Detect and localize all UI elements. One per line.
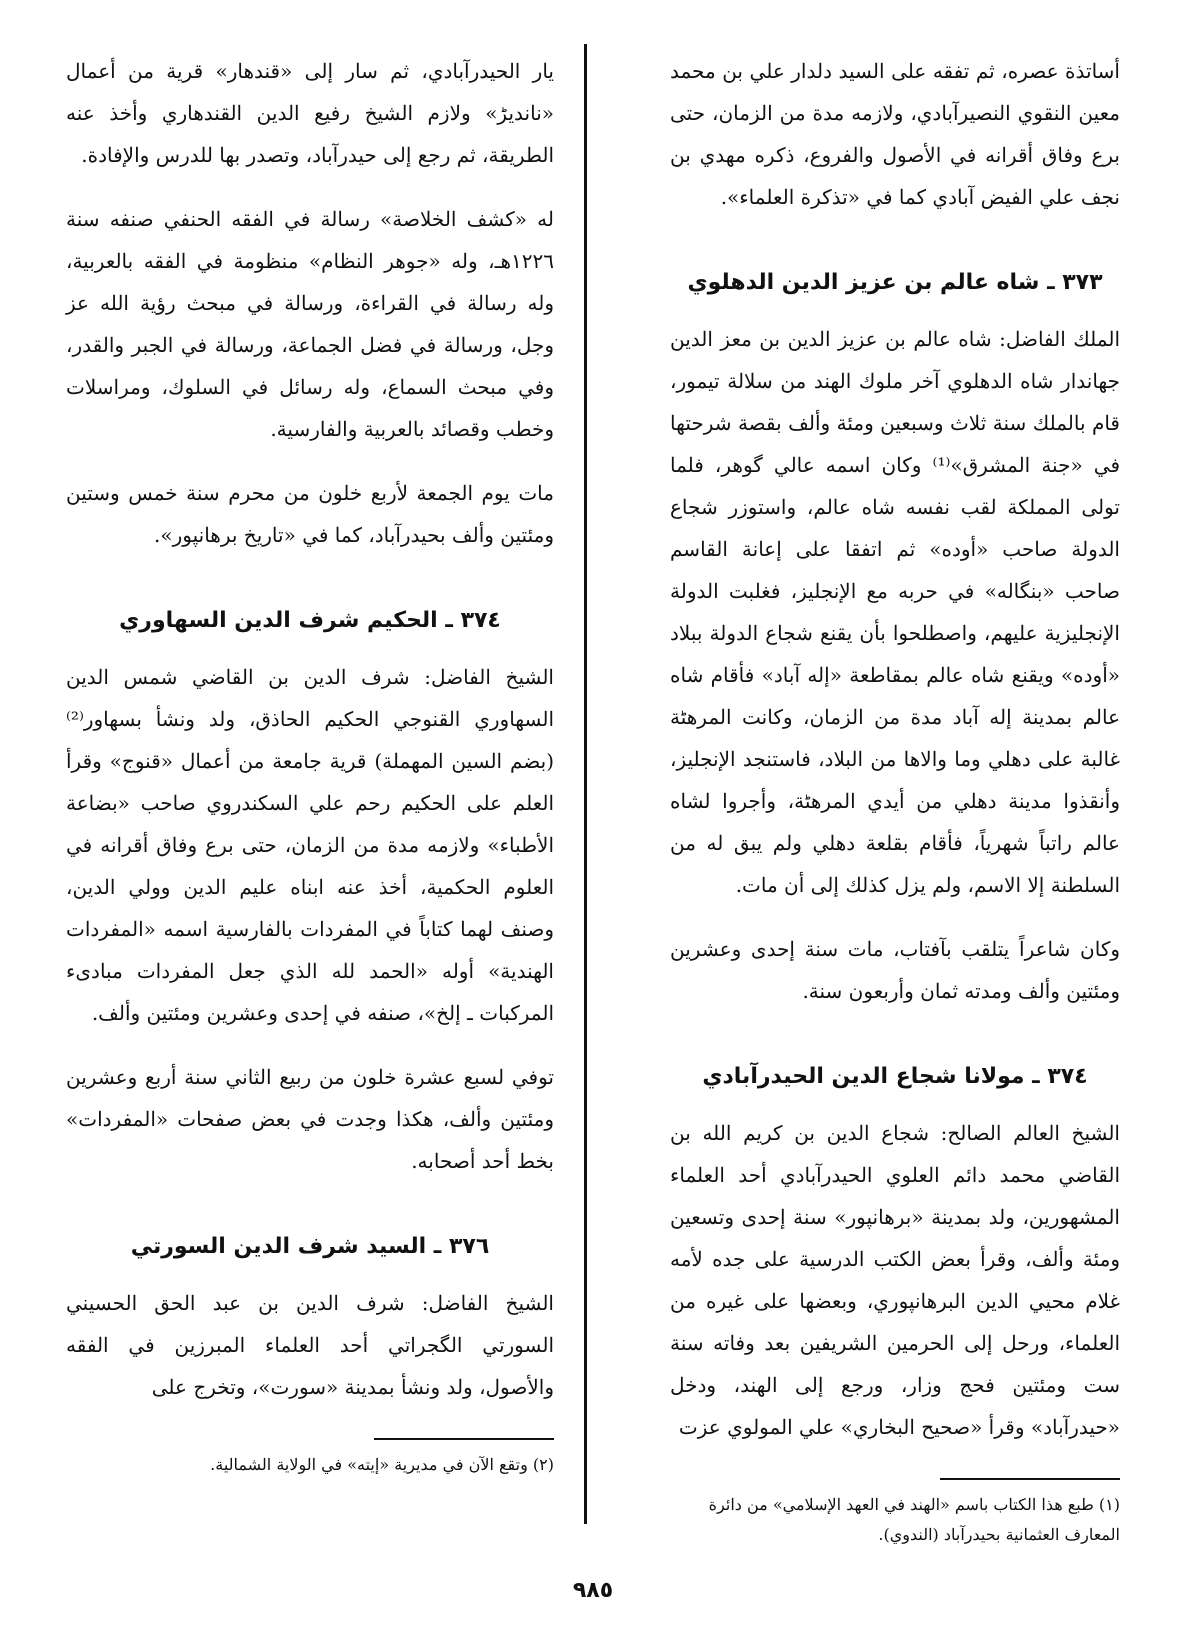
footnote-divider-left: [374, 1438, 554, 1440]
left-continuation-paragraph: يار الحيدرآبادي، ثم سار إلى «قندهار» قرية من أعمال «نانديڑ» ولازم الشيخ رفيع الدين القندهاري وأخذ عنه الطريقة، ثم رجع إلى حيدرآباد، وتصدر بها للدرس والإفادة.: [66, 59, 554, 167]
entry-373-paragraph-2: وكان شاعراً يتلقب بآفتاب، مات سنة إحدى وعشرين ومئتين وألف ومدته ثمان وأربعون سنة.: [670, 937, 1120, 1003]
left-column: [66, 50, 554, 1530]
entry-374-sharaf-heading: ٣٧٤ ـ الحكيم شرف الدين السهاوري: [119, 608, 501, 633]
footnote-2: (٢) وتقع الآن في مديرية «إيته» في الولاية الشمالية.: [210, 1455, 554, 1474]
right-intro-paragraph: أساتذة عصره، ثم تفقه على السيد دلدار علي بن محمد معين النقوي النصيرآبادي، ولازمه مدة من الزمان، حتى برع وفاق أقرانه في الأصول والفروع، ذكره مهدي بن نجف علي الفيض آبادي كما في «تذكرة العلماء».: [670, 59, 1120, 209]
footnote-1: (١) طبع هذا الكتاب باسم «الهند في العهد الإسلامي» من دائرة المعارف العثمانية بحيدرآباد (الندوي).: [708, 1495, 1120, 1544]
right-column: [670, 50, 1121, 1544]
entry-373-paragraph-1: الملك الفاضل: شاه عالم بن عزيز الدين بن معز الدين جهاندار شاه الدهلوي آخر ملوك الهند من سلالة تيمور، قام بالملك سنة ثلاث وسبعين ومئة وألف بقصة شرحتها في «جنة المشرق»⁽¹⁾ وكان اسمه عالي گوهر، فلما تولى المملكة لقب نفسه شاه عالم، واستوزر شجاع الدولة صاحب «أوده» ثم اتفقا على إعانة القاسم صاحب «بنگاله» في حربه مع الإنجليز، فغلبت الدولة الإنجليزية عليهم، واصطلحوا بأن يقنع شجاع الدولة ببلاد «أوده» ويقنع شاه عالم بمقاطعة «إله آباد» فأقام شاه عالم بمدينة إله آباد مدة من الزمان، وكانت المرهٹة غالبة على دهلي وما والاها من البلاد، فاستنجد الإنجليز، وأنقذوا مدينة دهلي من أيدي المرهٹة، وأجروا لشاه عالم راتباً شهرياً، فأقام بقلعة دهلي ولم يبق له من السلطنة إلا الاسم، ولم يزل كذلك إلى أن مات.: [670, 327, 1121, 897]
entry-374-shuja-paragraph: الشيخ العالم الصالح: شجاع الدين بن كريم الله بن القاضي محمد دائم العلوي الحيدرآبادي أحد العلماء المشهورين، ولد بمدينة «برهانپور» سنة إحدى وتسعين ومئة وألف، وقرأ بعض الكتب الدرسية على جده لأمه غلام محيي الدين البرهانپوري، وبعضها على غيره من العلماء، ورحل إلى الحرمين الشريفين بعد وفاته سنة ست ومئتين فحج وزار، ورجع إلى الهند، ودخل «حيدرآباد» وقرأ «صحيح البخاري» علي المولوي عزت: [670, 1121, 1121, 1439]
column-divider: [584, 44, 587, 1524]
entry-376-paragraph: الشيخ الفاضل: شرف الدين بن عبد الحق الحسيني السورتي الگجراتي أحد العلماء المبرزين في الفقه والأصول، ولد ونشأ بمدينة «سورت»، وتخرج على: [66, 1291, 554, 1399]
footnote-divider-right: [940, 1478, 1120, 1480]
entry-374-sharaf-paragraph-1: الشيخ الفاضل: شرف الدين بن القاضي شمس الدين السهاوري القنوجي الحكيم الحاذق، ولد ونشأ بسهاور⁽²⁾ (بضم السين المهملة) قرية جامعة من أعمال «قنوج» وقرأ العلم على الحكيم رحم علي السكندروي صاحب «بضاعة الأطباء» ولازمه مدة من الزمان، حتى برع وفاق أقرانه في العلوم الحكمية، أخذ عنه ابناه عليم الدين وولي الدين، وصنف لهما كتاباً في المفردات بالفارسية اسمه «المفردات الهندية» أوله «الحمد لله الذي جعل المفردات مبادىء المركبات ـ إلخ»، صنفه في إحدى وعشرين ومئتين وألف.: [66, 665, 554, 1025]
entry-374-sharaf-paragraph-2: توفي لسبع عشرة خلون من ربيع الثاني سنة أربع وعشرين ومئتين وألف، هكذا وجدت في بعض صفحات «المفردات» بخط أحد أصحابه.: [66, 1065, 555, 1173]
works-paragraph: له «كشف الخلاصة» رسالة في الفقه الحنفي صنفه سنة ١٢٢٦هـ، وله «جوهر النظام» منظومة في الفقه بالعربية، وله رسالة في القراءة، ورسالة في مبحث رؤية الله عز وجل، ورسالة في فضل الجماعة، ورسالة في الجبر والقدر، وفي مبحث السماع، وله رسائل في السلوك، ومراسلات وخطب وقصائد بالعربية والفارسية.: [66, 207, 554, 441]
death-paragraph: مات يوم الجمعة لأربع خلون من محرم سنة خمس وستين ومئتين وألف بحيدرآباد، كما في «تاريخ برهانپور».: [66, 481, 554, 547]
entry-376-heading: ٣٧٦ ـ السيد شرف الدين السورتي: [130, 1234, 490, 1259]
entry-373-heading: ٣٧٣ ـ شاه عالم بن عزيز الدين الدهلوي: [687, 270, 1103, 295]
entry-374-shuja-heading: ٣٧٤ ـ مولانا شجاع الدين الحيدرآبادي: [702, 1064, 1088, 1089]
page-number: ٩٨٥: [572, 1578, 614, 1603]
